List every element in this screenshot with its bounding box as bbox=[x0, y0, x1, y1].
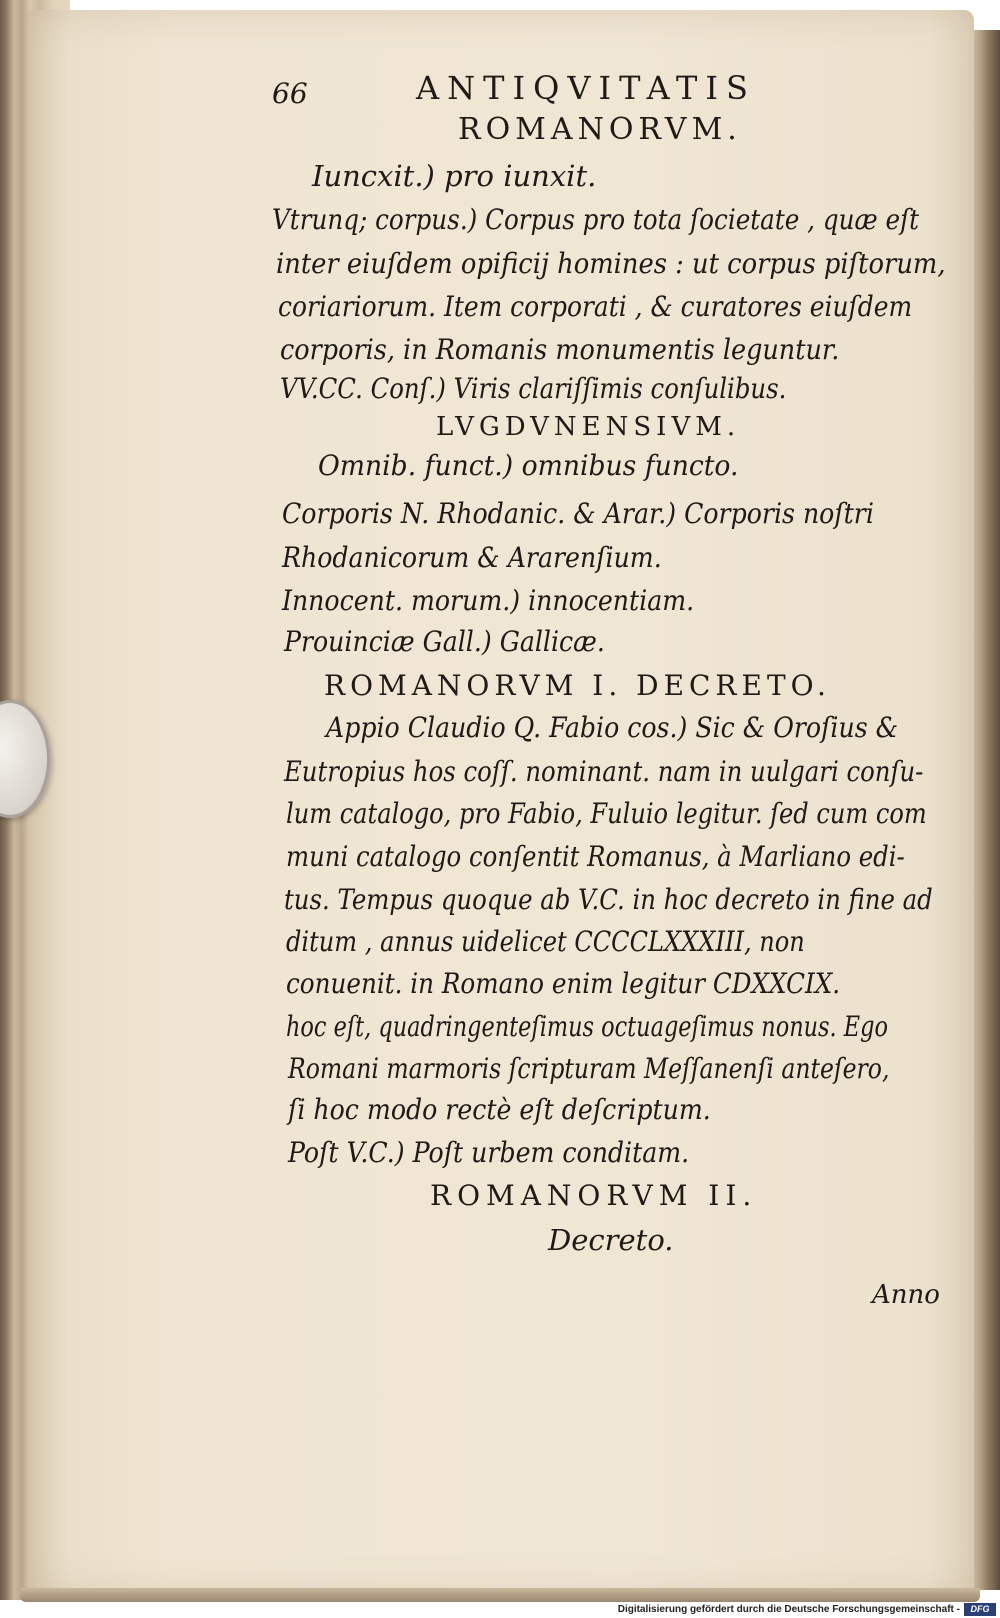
text-line: ſi hoc modo rectè eſt deſcriptum. bbox=[288, 1093, 711, 1126]
text-line: Appio Claudio Q. Fabio cos.) Sic & Oroſius & bbox=[326, 711, 899, 744]
text-line: VV.CC. Conſ.) Viris clariſſimis conſulibus. bbox=[280, 372, 787, 405]
text-line: Omnib. funct.) omnibus functo. bbox=[318, 449, 739, 482]
section-heading: ROMANORVM I. DECRETO. bbox=[324, 669, 831, 702]
text-line: Eutropius hos coſſ. nominant. nam in uulgari conſu- bbox=[284, 755, 924, 788]
text-line: Rhodanicorum & Ararenſium. bbox=[282, 541, 662, 574]
footer-credit: Digitalisierung gefördert durch die Deutsche Forschungsgemeinschaft - bbox=[617, 1604, 960, 1615]
text-line: lum catalogo, pro Fabio, Fuluio legitur. ſed cum com bbox=[286, 797, 927, 830]
text-line: hoc eſt, quadringenteſimus octuageſimus nonus. Ego bbox=[286, 1010, 888, 1043]
section-heading: LVGDVNENSIVM. bbox=[436, 412, 741, 442]
catchword: Anno bbox=[872, 1280, 940, 1310]
text-line: coriariorum. Item corporati , & curatores eiuſdem bbox=[278, 290, 913, 323]
book-bottom-edge bbox=[20, 1588, 980, 1602]
running-subtitle: ROMANORVM. bbox=[458, 112, 742, 147]
running-title: ANTIQVITATIS bbox=[416, 69, 756, 107]
text-line: Vtrunq; corpus.) Corpus pro tota ſocietate , quæ eſt bbox=[272, 203, 920, 236]
text-line: corporis, in Romanis monumentis leguntur. bbox=[280, 333, 840, 366]
text-line: conuenit. in Romano enim legitur CDXXCIX. bbox=[286, 967, 841, 1000]
text-line: ditum , annus uidelicet CCCCLXXXIII, non bbox=[286, 925, 805, 958]
section-subheading: Decreto. bbox=[548, 1223, 674, 1257]
text-line: Romani marmoris ſcripturam Meſſanenſi anteſero, bbox=[288, 1052, 890, 1085]
text-line: Poſt V.C.) Poſt urbem conditam. bbox=[288, 1136, 690, 1169]
text-line: Iuncxit.) pro iunxit. bbox=[312, 159, 597, 193]
page-number: 66 bbox=[272, 77, 308, 110]
text-line: inter eiuſdem opificij homines : ut corpus piſtorum, bbox=[276, 247, 946, 280]
text-line: tus. Tempus quoque ab V.C. in hoc decreto in fine ad bbox=[284, 883, 933, 916]
text-line: Corporis N. Rhodanic. & Arar.) Corporis noſtri bbox=[282, 497, 874, 530]
text-line: Innocent. morum.) innocentiam. bbox=[282, 584, 695, 617]
dfg-logo-icon: DFG bbox=[964, 1603, 996, 1616]
text-line: muni catalogo conſentit Romanus, à Marliano edi- bbox=[286, 840, 905, 873]
text-line: Prouinciæ Gall.) Gallicæ. bbox=[284, 625, 605, 658]
section-heading: ROMANORVM II. bbox=[430, 1179, 758, 1212]
